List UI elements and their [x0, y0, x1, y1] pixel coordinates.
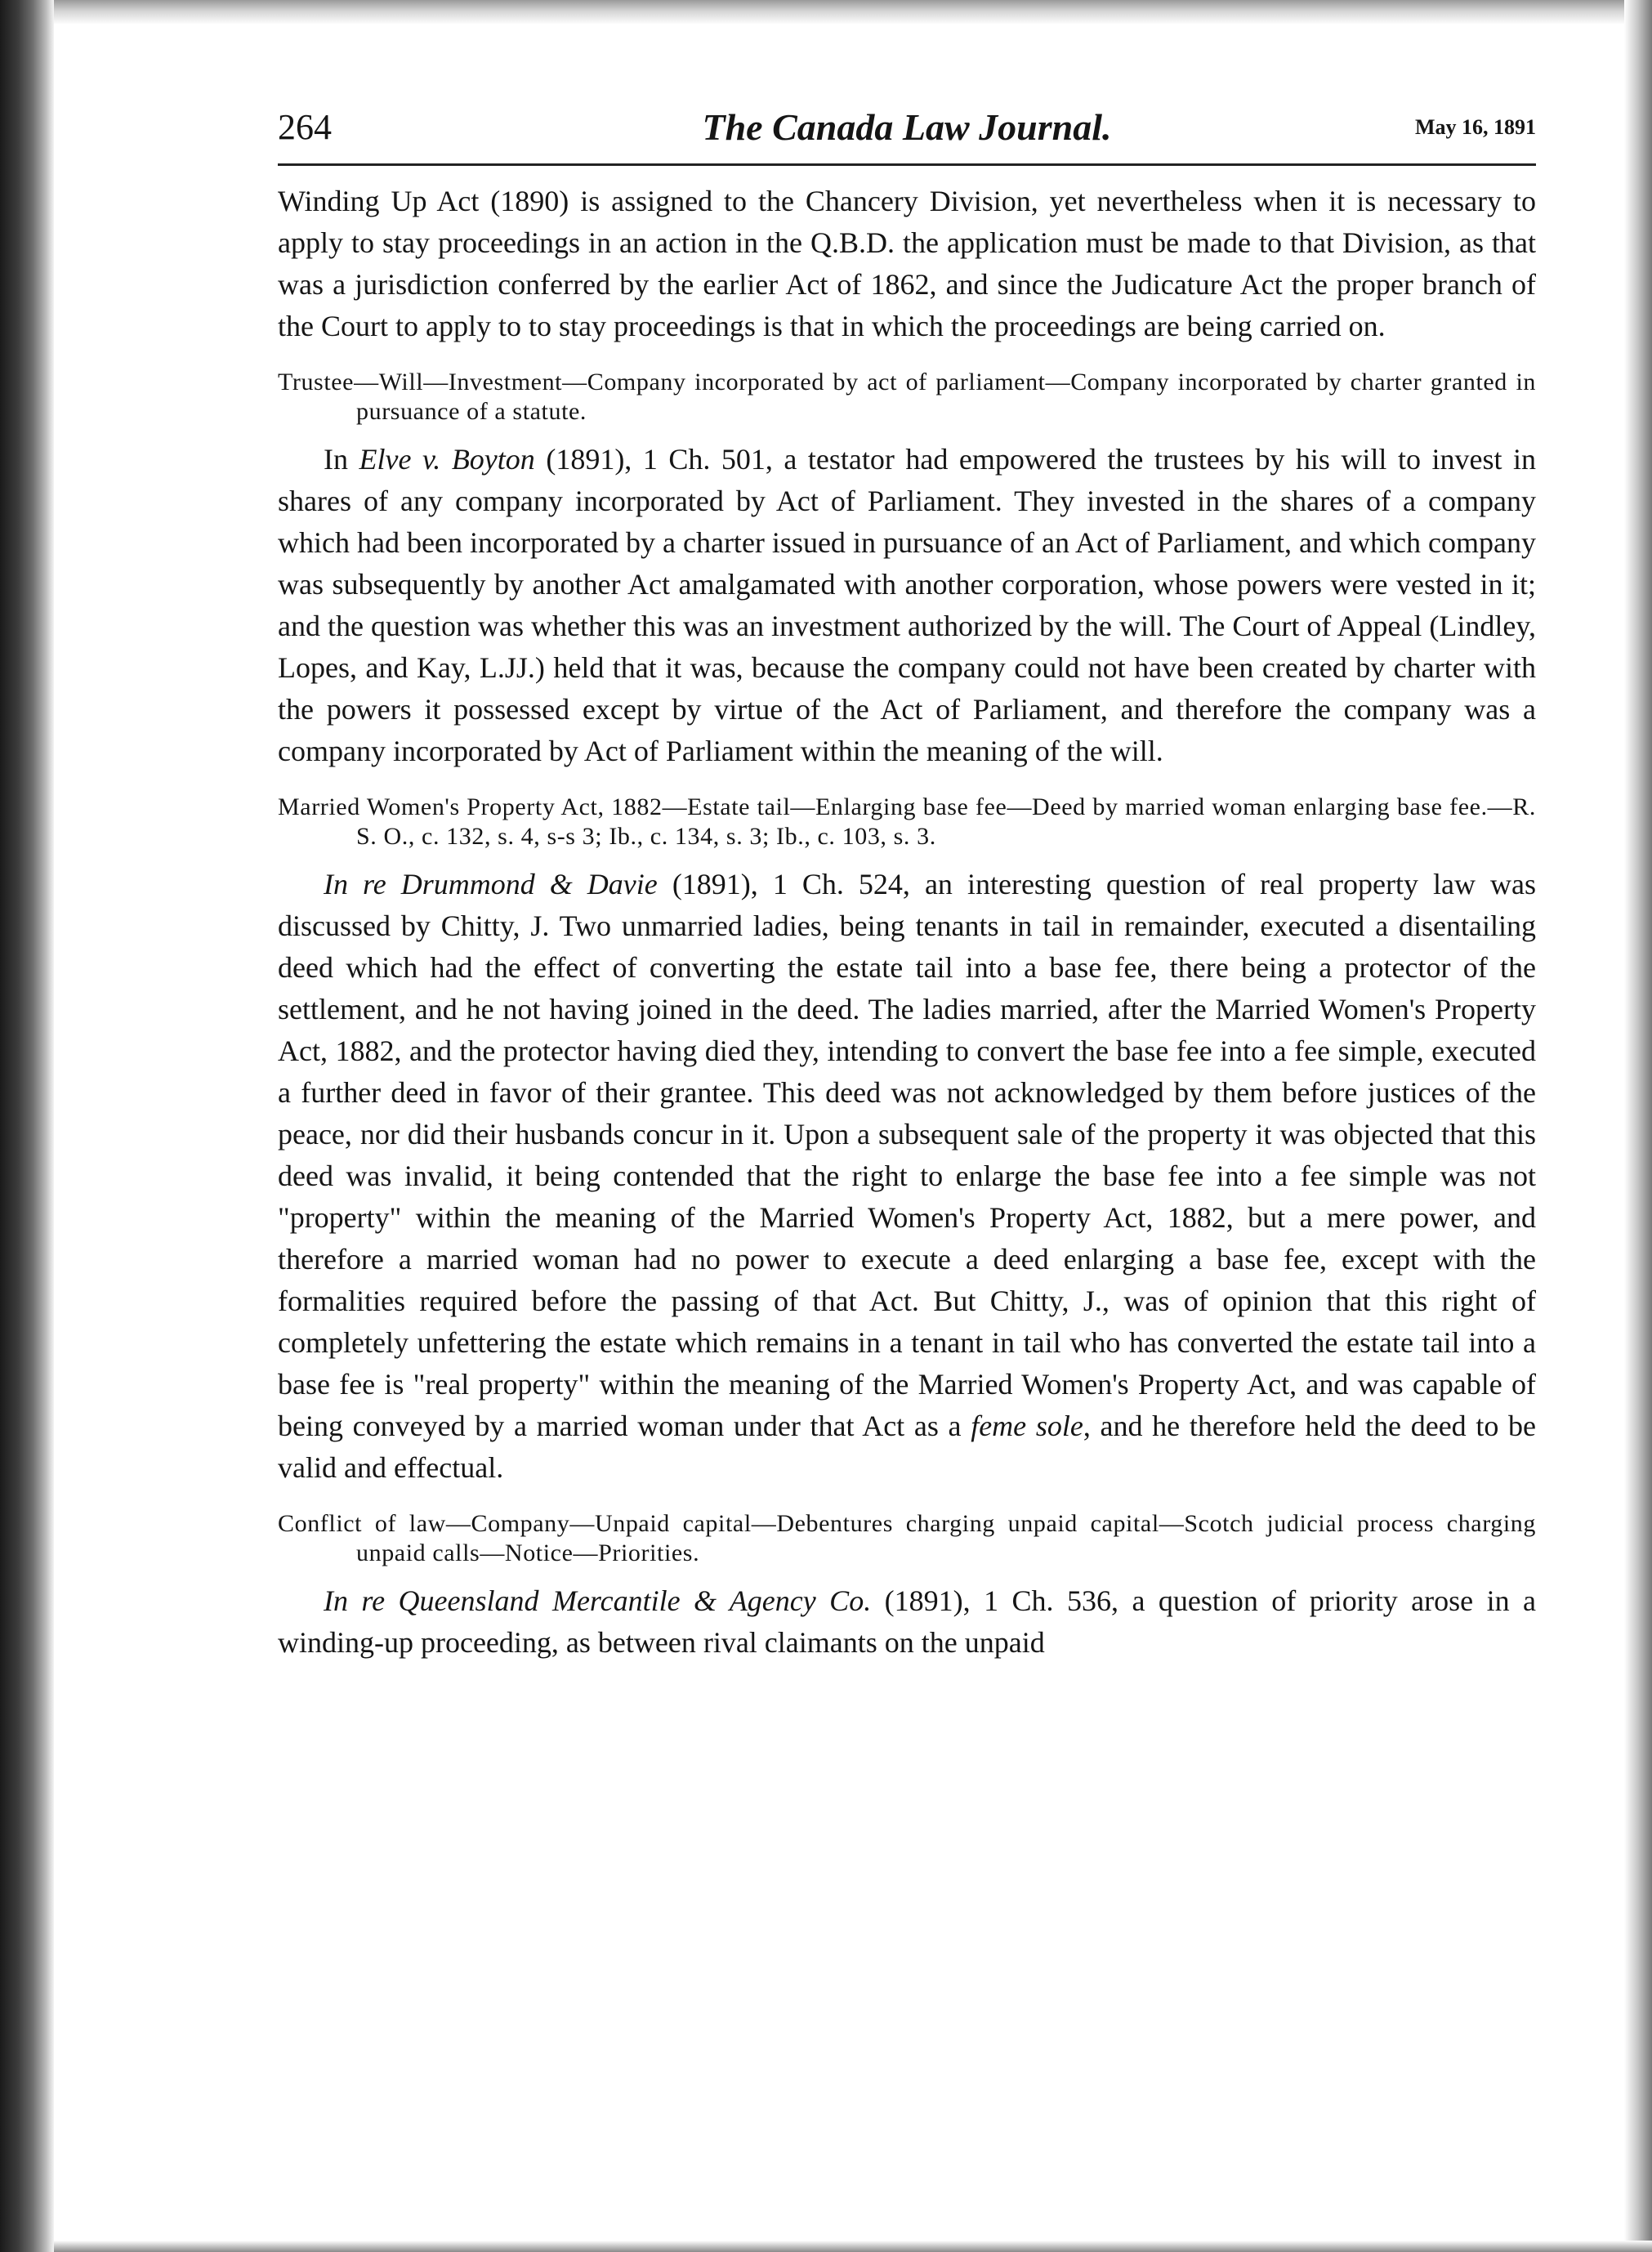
paragraph-queensland-mercantile: In re Queensland Mercantile & Agency Co. (1891), 1 Ch. 536, a question of priority arose in a winding-up proceeding, as between rival claimants on the unpaid: [278, 1584, 1537, 1659]
scan-edge-bottom: [54, 2241, 1652, 2252]
page-number: 264: [278, 107, 332, 147]
paragraph-elve-v-boyton: In Elve v. Boyton (1891), 1 Ch. 501, a testator had empowered the trustees by his will to invest in shares of any company incorporated by Act of Parliament. They invested in the shares of a company which had been incorporated by a charter issued in pursuance of an Act of Parliament, and which company was subsequently by another Act amalgamated with another corporation, whose powers were vested in it; and the question was whether this was an investment authorized by the will. The Court of Appeal (Lindley, Lopes, and Kay, L.JJ.) held that it was, because the company could not have been created by charter with the powers it possessed except by virtue of the Act of Parliament, and therefore the company was a company incorporated by Act of Parliament within the meaning of the will.: [278, 443, 1536, 767]
case-name-drummond-davie: In re Drummond & Davie: [324, 868, 658, 900]
term-feme-sole: feme sole: [971, 1410, 1083, 1442]
section-heading-trustee: Trustee—Will—Investment—Company incorporated by act of parliament—Company incorporated by charter granted in pursuance of a statute.: [278, 369, 1536, 425]
issue-date: May 16, 1891: [1414, 115, 1536, 139]
journal-title: The Canada Law Journal.: [702, 106, 1112, 148]
scan-edge-right: [1624, 0, 1652, 2252]
paragraph-winding-up-continuation: Winding Up Act (1890) is assigned to the Chancery Division, yet nevertheless when it is necessary to apply to stay proceedings in an action in the Q.B.D. the application must be made to that Division, as that was a jurisdiction conferred by the earlier Act of 1862, and since the Judicature Act the proper branch of the Court to apply to to stay proceedings is that in which the proceedings are being carried on.: [278, 185, 1536, 342]
scan-edge-left: [0, 0, 54, 2252]
running-header: [278, 105, 1536, 166]
case-name-queensland-mercantile: In re Queensland Mercantile & Agency Co.: [324, 1584, 872, 1617]
section-heading-conflict-of-law: Conflict of law—Company—Unpaid capital—Debentures charging unpaid capital—Scotch judicial process charging unpaid calls—Notice—Priorities.: [278, 1510, 1536, 1566]
section-heading-married-women: Married Women's Property Act, 1882—Estate tail—Enlarging base fee—Deed by married woman enlarging base fee.—R. S. O., c. 132, s. 4, s-s 3; Ib., c. 134, s. 3; Ib., c. 103, s. 3.: [278, 793, 1536, 850]
journal-page: [278, 105, 1536, 1664]
scan-edge-top: [54, 0, 1652, 25]
case-name-elve-v-boyton: Elve v. Boyton: [359, 443, 535, 476]
paragraph-drummond-davie: In re Drummond & Davie (1891), 1 Ch. 524, an interesting question of real property law was discussed by Chitty, J. Two unmarried ladies, being tenants in tail in remainder, executed a disentailing deed which had the effect of converting the estate tail into a base fee, there being a protector of the settlement, and he not having joined in the deed. The ladies married, after the Married Women's Property Act, 1882, and the protector having died they, intending to convert the base fee into a fee simple, executed a further deed in favor of their grantee. This deed was not acknowledged by them before justices of the peace, nor did their husbands concur in it. Upon a subsequent sale of the property it was objected that this deed was invalid, it being contended that the right to enlarge the base fee into a fee simple was not "property" within the meaning of the Married Women's Property Act, 1882, but a mere power, and therefore a married woman had no power to execute a deed enlarging a base fee, except with the formalities required before the passing of that Act. But Chitty, J., was of opinion that this right of completely unfettering the estate which remains in a tenant in tail who has converted the estate tail into a base fee is "real property" within the meaning of the Married Women's Property Act, and was capable of being conveyed by a married woman under that Act as a feme sole, and he therefore held the deed to be valid and effectual.: [278, 868, 1537, 1484]
